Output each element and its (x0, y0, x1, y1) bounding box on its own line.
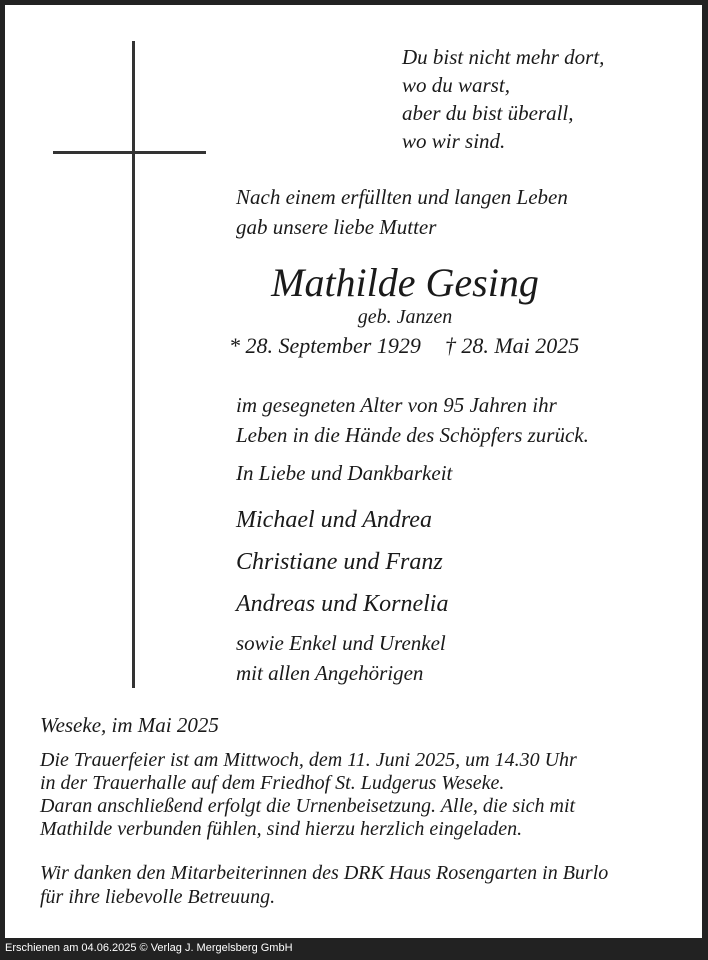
obituary-card (5, 5, 702, 938)
ceremony-text (40, 749, 577, 841)
motto-line: aber du bist überall, (402, 101, 574, 125)
relatives-line: mit allen Angehörigen (236, 661, 424, 685)
intro-line: gab unsere liebe Mutter (236, 215, 437, 239)
cross-horizontal-bar (53, 151, 206, 154)
thanks-text (40, 861, 608, 909)
death-date: † 28. Mai 2025 (444, 333, 580, 358)
ceremony-line: Die Trauerfeier ist am Mittwoch, dem 11. Juni 2025, um 14.30 Uhr (40, 749, 577, 771)
age-text (236, 390, 589, 450)
place-date: Weseke, im Mai 2025 (40, 713, 219, 737)
deceased-name: Mathilde Gesing (271, 260, 539, 305)
motto-line: wo du warst, (402, 73, 510, 97)
motto-poem (402, 43, 604, 155)
age-line: im gesegneten Alter von 95 Jahren ihr (236, 393, 557, 417)
ceremony-line: in der Trauerhalle auf dem Friedhof St. Ludgerus Weseke. (40, 772, 505, 794)
intro-text (236, 182, 568, 242)
motto-line: Du bist nicht mehr dort, (402, 45, 605, 69)
birth-date: * 28. September 1929 (229, 333, 421, 358)
maiden-name: geb. Janzen (357, 306, 453, 328)
publication-footer: Erschienen am 04.06.2025 © Verlag J. Mergelsberg GmbH (5, 942, 293, 954)
thanks-line: Wir danken den Mitarbeiterinnen des DRK Haus Rosengarten in Burlo (40, 862, 609, 884)
family-list (236, 499, 448, 625)
cross-vertical-bar (132, 41, 135, 688)
ceremony-line: Daran anschließend erfolgt die Urnenbeisetzung. Alle, die sich mit (40, 795, 576, 817)
ceremony-line: Mathilde verbunden fühlen, sind hierzu herzlich eingeladen. (40, 818, 523, 840)
life-dates (229, 333, 579, 359)
relatives-text (236, 628, 446, 688)
family-member: Christiane und Franz (236, 549, 443, 575)
family-member: Michael und Andrea (236, 507, 432, 533)
age-line: Leben in die Hände des Schöpfers zurück. (236, 423, 589, 447)
thanks-line: für ihre liebevolle Betreuung. (40, 886, 276, 908)
relatives-line: sowie Enkel und Urenkel (236, 631, 446, 655)
closing-phrase: In Liebe und Dankbarkeit (236, 461, 453, 485)
family-member: Andreas und Kornelia (236, 591, 449, 617)
motto-line: wo wir sind. (402, 129, 506, 153)
intro-line: Nach einem erfüllten und langen Leben (236, 185, 568, 209)
